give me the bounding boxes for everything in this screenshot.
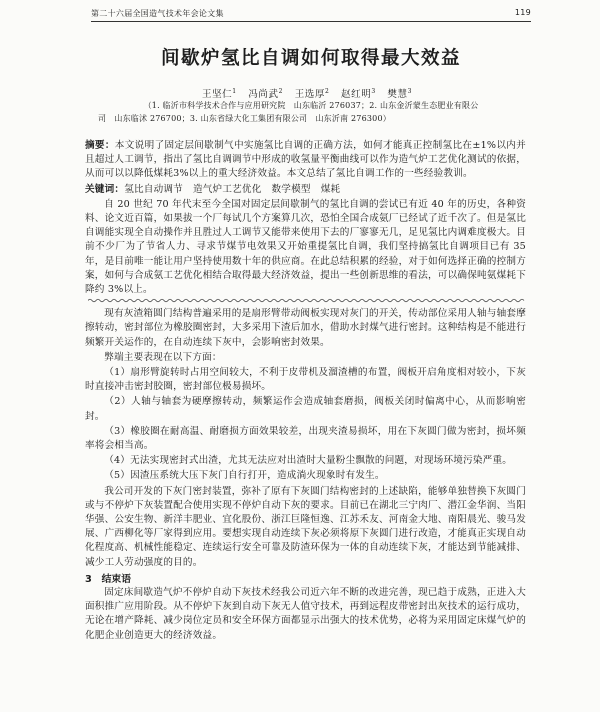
author-mark: 3 [407, 87, 413, 95]
keyword: 造气炉工艺优化 [192, 183, 262, 195]
author-name: 赵红明 [341, 89, 372, 100]
list-item: （2）人轴与轴套为硬摩擦转动，频繁运作会造成轴套磨损，阀板关闭时偏离中心，从而影响密封。 [85, 396, 526, 422]
author-name: 王坚仁 [201, 89, 233, 100]
author-mark: 2 [278, 87, 284, 95]
running-head-title: 第二十六届全国造气技术年会论文集 [91, 9, 224, 18]
list-item: （1）扇形臂旋转时占用空间较大，不利于皮带机及溜渣槽的布置，阀板开启角度相对较小，下灰时直接冲击密封胶圈，密封部位极易损坏。 [85, 367, 526, 393]
body-paragraph-2: 弊端主要表现在以下方面： [104, 351, 222, 363]
wavy-separator [88, 298, 526, 303]
list-item: （4）无法实现密封式出渣，尤其无法应对出渣时大量粉尘飘散的问题，对现场环境污染严重。 [104, 455, 513, 467]
running-head [91, 8, 531, 19]
author-mark: 3 [371, 87, 376, 95]
author-list [91, 86, 531, 100]
intro-paragraph: 自 20 世纪 70 年代末至今全国对固定层间歇制气的氢比自调的尝试已有近 40 年的历史，各种资料、论文近百篇，如果拔一个厂每试几个方案算几次，恐怕全国合成氨厂已经试了近千次了。但是氢比自调能实现全自动操作并且胜过人工调节又能带来使用下去的厂寥寥无几，足见氢比内调难度极大。目前不少厂为了节省人力、寻求节煤节电效果又开始重提氢比自调，我们坚持搞氢比自调项目已有 35 年，是目前唯一能让用户坚持使用数十年的供应商。在此总结积累的经验，对于如何选择正确的控制方案，如何与合成氨工艺优化相结合取得最大经济效益，提出一些创新思维的看法，可以确保吨氨煤耗下降约 3%以上。 [85, 198, 526, 296]
affiliation-line-2: 司 山东临沭 276700；3. 山东省绿大化工集团有限公司 山东沂南 276300） [98, 114, 391, 123]
page-number: 119 [514, 8, 531, 17]
keyword: 煤耗 [320, 183, 341, 195]
author-name: 樊慧 [387, 89, 408, 100]
author-name: 王选厚 [294, 89, 325, 100]
affiliation-line-1: （1. 临沂市科学技术合作与应用研究院 山东临沂 276037；2. 山东金沂蒙生态肥业有限公 [143, 101, 479, 110]
header-rule [91, 21, 531, 22]
abstract [85, 139, 526, 182]
keyword: 数学模型 [271, 183, 311, 195]
list-item: （5）因渣压系统大压下灰门自行打开，造成淌火现象时有发生。 [104, 470, 385, 482]
author-mark: 2 [325, 87, 330, 95]
abstract-label: 摘要： [85, 140, 115, 151]
keywords-label: 关键词： [85, 183, 125, 195]
abstract-text: 本文说明了固定层间歇制气中实施氢比自调的正确方法，如何才能真正控制氢比在±1%以内并且超过人工调节，指出了氢比自调调节中形成的收氢量平衡曲线可以作为造气炉工艺优化测试的依据，从而可以以降低煤耗3%以上的重大经济效益。本文总结了氢比自调工作的一些经验教训。 [85, 140, 526, 180]
author-mark: 1 [232, 87, 237, 95]
author-name: 冯尚武 [248, 89, 279, 100]
keyword: 氢比自动调节 [124, 183, 183, 195]
body-paragraph-3: 我公司开发的下灰门密封装置，弥补了原有下灰圆门结构密封的上述缺陷，能够单独替换下灰圆门或与不停炉下灰装置配合使用实现不停炉自动下灰的要求。目前已在湖北三宁肉厂、潜江金华润、当阳华强、公安生物、新洋丰肥业、宜化股份、浙江巨隆恒逸、江苏禾友、河南金大地、南阳晨光、骏马发展、广西柳化等厂家得到应用。要想实现自动连续下灰必须将原下灰圆门进行改造，才能真正实现自动化程度高、机械性能稳定、连续运行安全可靠及防渣环保为一体的自动连续下灰，才能达到节能减排、减少工人劳动强度的目的。 [85, 485, 526, 568]
paper-title: 间歇炉氢比自调如何取得最大效益 [160, 48, 461, 69]
list-item: （3）橡胶圈在耐高温、耐磨损方面效果较差，出现夹渣易损坏，用在下灰圆门做为密封，损坏频率将会相当高。 [85, 425, 526, 452]
conclusion-paragraph: 固定床间歇造气炉不停炉自动下灰技术经我公司近六年不断的改进完善，现已趋于成熟，正进入大面积推广应用阶段。从不停炉下灰到自动下灰无人值守技术，再到远程皮带密封出灰技术的运行成功，无论在增产降耗、减少岗位定员和安全环保方面都显示出强大的技术优势，必将为采用固定床煤气炉的化肥企业创造更大的经济效益。 [85, 586, 526, 641]
keywords [85, 183, 526, 197]
body-paragraph-1: 现有灰渣箱圆门结构普遍采用的是扇形臂带动阀板实现对灰门的开关，传动部位采用人轴与轴套摩擦转动，密封部位为橡胶圈密封，大多采用下渣后加水，借助水封煤气进行密封。这种结构是不能进行频繁开关运作的，在自动连续下灰中，会影响密封效果。 [85, 308, 526, 348]
section-heading: 3 结束语 [85, 573, 132, 585]
